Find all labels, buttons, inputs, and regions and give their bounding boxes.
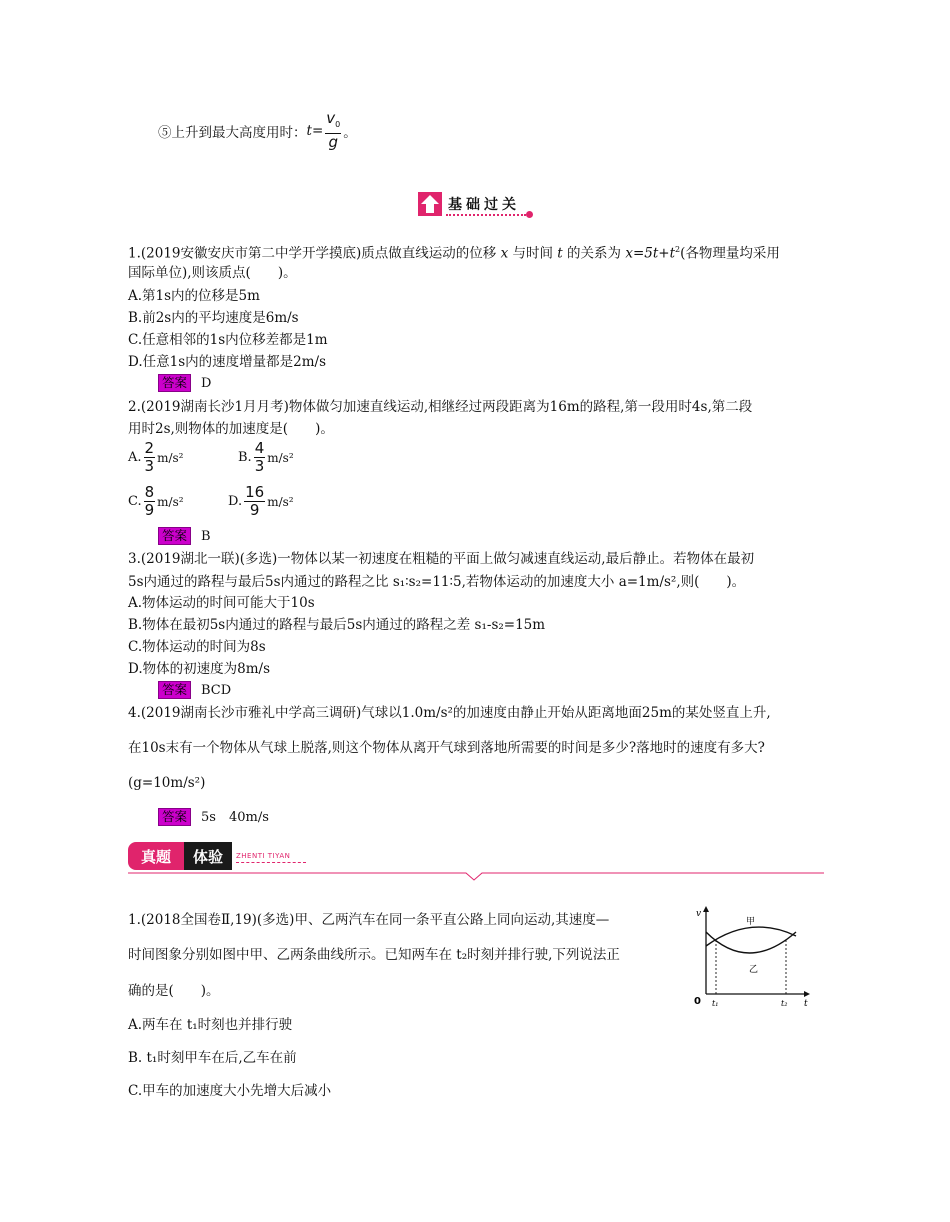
up-arrow-icon <box>418 192 442 216</box>
answer-badge: 答案 <box>158 681 191 699</box>
dotted-underline <box>446 214 526 216</box>
answer-value: BCD <box>201 683 232 698</box>
q3-option-d: D.物体的初速度为8m/s <box>128 661 271 677</box>
formula-5 <box>158 110 357 151</box>
q1-stem-line2: 国际单位),则该质点( )。 <box>128 265 297 281</box>
q2-stem-line1: 2.(2019湖南长沙1月月考)物体做匀加速直线运动,相继经过两段距离为16m的路程,第一段用时4s,第二段 <box>128 399 753 415</box>
formula-5-denominator: g <box>328 133 338 151</box>
jia-label: 甲 <box>746 917 756 927</box>
q5-option-b: B. t₁时刻甲车在后,乙车在前 <box>128 1050 297 1066</box>
q2-answer-row <box>158 527 211 546</box>
q1-option-d: D.任意1s内的速度增量都是2m/s <box>128 354 327 370</box>
q3-stem-line2: 5s内通过的路程与最后5s内通过的路程之比 s₁∶s₂=11∶5,若物体运动的加速度大小 a=1m/s²,则( )。 <box>128 574 746 590</box>
v-label: v <box>696 909 702 919</box>
q3-stem-line1: 3.(2019湖北一联)(多选)一物体以某一初速度在粗糙的平面上做匀减速直线运动,最后静止。若物体在最初 <box>128 551 755 567</box>
formula-5-eq: = <box>311 122 324 139</box>
curve-yi <box>706 932 796 953</box>
t-label: t <box>804 999 808 1009</box>
q2-option-a: A. $\frac{2}{3}$ m/s² <box>128 439 184 475</box>
q4-stem-line3: (g=10m/s²) <box>128 775 206 791</box>
t-axis-arrow <box>804 991 810 997</box>
q4-stem-line2: 在10s末有一个物体从气球上脱落,则这个物体从离开气球到落地所需要的时间是多少?落地时的速度有多大? <box>128 740 765 756</box>
q3-option-b: B.物体在最初5s内通过的路程与最后5s内通过的路程之差 s₁-s₂=15m <box>128 617 546 633</box>
q5-stem-line2: 时间图象分别如图中甲、乙两条曲线所示。已知两车在 t₂时刻并排行驶,下列说法正 <box>128 947 620 963</box>
q2-option-b: B. $\frac{4}{3}$ m/s² <box>238 439 294 475</box>
section-subtitle: ZHENTI TIYAN <box>236 852 291 860</box>
section-rule <box>128 868 824 882</box>
section-header-real-exam <box>128 842 824 882</box>
q1-option-b: B.前2s内的平均速度是6m/s <box>128 310 299 326</box>
q3-option-a: A.物体运动的时间可能大于10s <box>128 595 315 611</box>
answer-badge: 答案 <box>158 374 191 392</box>
q3-option-c: C.物体运动的时间为8s <box>128 639 266 655</box>
origin-label: 0 <box>694 996 701 1007</box>
q2-option-d: D. $\frac{16}{9}$ m/s² <box>228 483 294 519</box>
yi-label: 乙 <box>749 965 759 975</box>
dot-ornament <box>526 211 533 218</box>
q2-stem-line2: 用时2s,则物体的加速度是( )。 <box>128 421 334 437</box>
vt-graph <box>692 902 820 1010</box>
q5-stem-line3: 确的是( )。 <box>128 983 220 999</box>
q1-stem-line1: 1.(2019安徽安庆市第二中学开学摸底)质点做直线运动的位移 x 与时间 t 的关系为 $x=5t+t^2$(各物理量均采用 <box>128 245 780 262</box>
q5-option-c: C.甲车的加速度大小先增大后减小 <box>128 1083 332 1099</box>
q1-option-a: A.第1s内的位移是5m <box>128 288 260 304</box>
v-axis-arrow <box>703 906 709 912</box>
section-header-basic <box>418 192 538 222</box>
q5-option-a: A.两车在 t₁时刻也并排行驶 <box>128 1017 293 1033</box>
q1-option-c: C.任意相邻的1s内位移差都是1m <box>128 332 328 348</box>
q2-option-c: C. $\frac{8}{9}$ m/s² <box>128 483 184 519</box>
q3-answer-row <box>158 681 231 700</box>
q4-stem-line1: 4.(2019湖南长沙市雅礼中学高三调研)气球以1.0m/s²的加速度由静止开始从距离地面25m的某处竖直上升, <box>128 705 771 721</box>
formula-5-prefix: ⑤上升到最大高度用时： <box>158 124 307 141</box>
q5-stem-line1: 1.(2018全国卷Ⅱ,19)(多选)甲、乙两汽车在同一条平直公路上同向运动,其速度— <box>128 912 610 928</box>
q4-answer-row <box>158 808 269 827</box>
answer-value: D <box>201 376 212 391</box>
section-badge-pink: 真题 <box>128 842 184 870</box>
formula-5-fraction <box>325 110 341 151</box>
section-title-basic: 基础过关 <box>448 197 520 213</box>
formula-5-suffix: 。 <box>343 124 357 141</box>
answer-badge: 答案 <box>158 808 191 826</box>
answer-badge: 答案 <box>158 527 191 545</box>
answer-value: B <box>201 529 211 544</box>
formula-5-var: t <box>306 122 312 139</box>
formula-5-numerator: $v_0$ <box>325 110 341 134</box>
answer-value: 5s 40m/s <box>201 810 269 825</box>
t2-label: t₂ <box>781 999 788 1008</box>
t1-label: t₁ <box>712 999 719 1008</box>
section-badge-dark: 体验 <box>184 842 232 870</box>
subtitle-underline <box>236 862 306 863</box>
q1-answer-row <box>158 374 211 393</box>
